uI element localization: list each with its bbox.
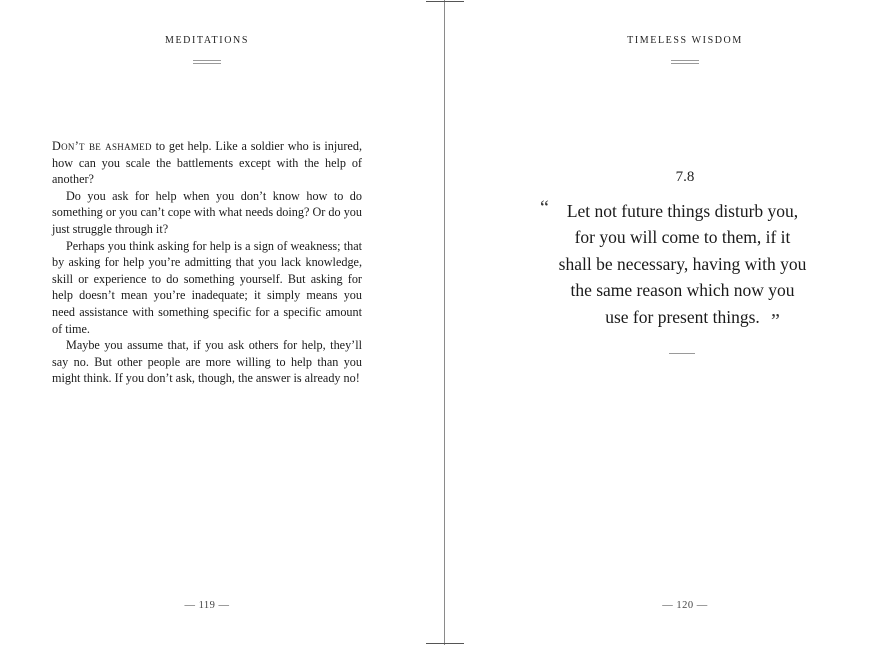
close-quote-icon: ”: [771, 310, 780, 332]
open-quote-icon: “: [540, 197, 549, 219]
quote-line-4: the same reason which now you: [570, 280, 795, 301]
quote-line-1: Let not future things disturb you,: [566, 201, 799, 221]
right-ornament-rule: [671, 60, 699, 64]
spine-top-mark: [426, 1, 464, 2]
quote-number: 7.8: [675, 169, 695, 185]
paragraph-3: Perhaps you think asking for help is a sign of weakness; that by asking for help you’re admitting that you lack knowledge, skill or experience to do something yourself. But asking for help doesn’t mean you’re inadequate; it simply means you need assistance with something specific for a specific amount of time.: [52, 238, 362, 336]
left-body-text: [52, 138, 362, 387]
paragraph-1: [52, 138, 362, 188]
paragraph-4: Maybe you assume that, if you ask others for help, they’ll say no. But other people are more willing to help than you might think. If you don’t ask, though, the answer is already no!: [52, 338, 362, 386]
book-spine: [444, 0, 445, 645]
paragraph-1-text: to get help. Like a soldier who is injured, how can you scale the battlements except with the help of another?: [52, 139, 362, 187]
quote-line-2: for you will come to them, if it: [574, 227, 791, 248]
pull-quote: [535, 198, 830, 330]
spine-bottom-mark: [426, 643, 464, 644]
left-page-number: — 119 —: [184, 600, 230, 611]
quote-line-3: shall be necessary, having with you: [558, 253, 807, 274]
paragraph-2: Do you ask for help when you don’t know how to do something or you can’t cope with what needs doing? Or do you just struggle through it?: [52, 188, 362, 236]
right-page-number: — 120 —: [662, 600, 708, 611]
lead-in-small-caps: Don’t be ashamed: [52, 139, 152, 153]
quote-divider: [669, 353, 695, 354]
left-running-head: MEDITATIONS: [164, 35, 250, 46]
left-ornament-rule: [193, 60, 221, 64]
right-running-head: TIMELESS WISDOM: [627, 35, 743, 46]
quote-line-5: use for present things.: [605, 306, 760, 327]
